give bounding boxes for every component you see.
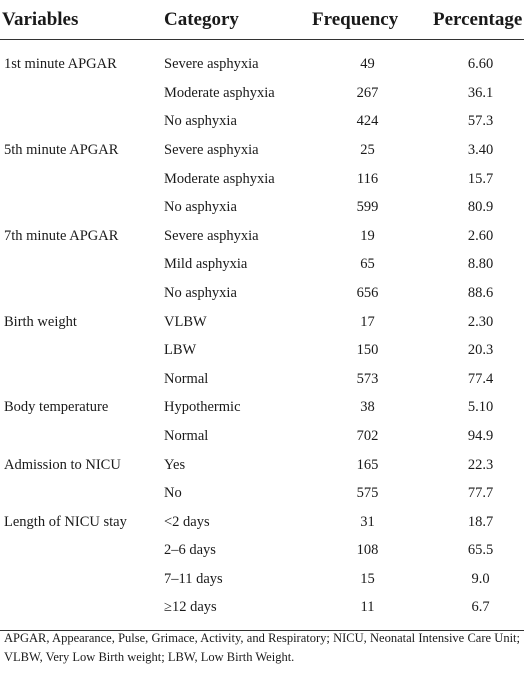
header-percentage: Percentage: [417, 0, 524, 40]
header-frequency: Frequency: [304, 0, 417, 40]
cell-percentage: 6.60: [467, 56, 494, 72]
cell-percentage: 36.1: [467, 84, 494, 101]
table-row: [0, 165, 524, 194]
cell-variable: [0, 79, 160, 108]
cell-category: Normal: [164, 370, 209, 387]
cell-variable: 5th minute APGAR: [4, 141, 119, 158]
cell-category: No asphyxia: [164, 284, 237, 301]
cell-percentage: 9.0: [471, 570, 490, 587]
table-footnote: APGAR, Appearance, Pulse, Grimace, Activity, and Respiratory; NICU, Neonatal Intensive Care Unit; VLBW, Very Low Birth weight; LBW, Low Birth Weight.: [4, 631, 520, 664]
cell-variable: [0, 365, 160, 394]
cell-variable: [0, 594, 160, 631]
cell-frequency: 65: [360, 256, 375, 273]
cell-category: Severe asphyxia: [164, 141, 259, 158]
cell-variable: [0, 537, 160, 566]
table-row: [0, 479, 524, 508]
cell-percentage: 57.3: [467, 113, 494, 130]
cell-percentage: 20.3: [467, 342, 494, 359]
cell-variable: [0, 422, 160, 451]
cell-variable: Length of NICU stay: [4, 513, 127, 530]
cell-category: Mild asphyxia: [164, 256, 248, 273]
cell-category: Yes: [164, 456, 186, 473]
cell-percentage: 65.5: [467, 542, 494, 559]
table-row: [0, 594, 524, 631]
cell-percentage: 88.6: [467, 284, 494, 301]
table-row: [0, 279, 524, 308]
cell-category: No: [164, 485, 182, 502]
header-variables: Variables: [0, 0, 160, 40]
cell-category: Hypothermic: [164, 399, 241, 416]
cell-percentage: 2.30: [467, 313, 494, 330]
cell-frequency: 15: [360, 570, 375, 587]
cell-category: No asphyxia: [164, 113, 237, 130]
cell-frequency: 702: [356, 427, 379, 444]
table-row: [0, 508, 524, 537]
cell-category: Moderate asphyxia: [164, 84, 275, 101]
table-row: [0, 565, 524, 594]
table-row: [0, 394, 524, 423]
table-row: [0, 537, 524, 566]
cell-percentage: 80.9: [467, 199, 494, 216]
cell-frequency: 424: [356, 113, 379, 130]
cell-frequency: 165: [356, 456, 379, 473]
cell-category: Severe asphyxia: [164, 227, 259, 244]
cell-percentage: 5.10: [467, 399, 494, 416]
cell-percentage: 8.80: [467, 256, 494, 273]
table-header-row: [0, 0, 524, 40]
cell-frequency: 17: [360, 313, 375, 330]
cell-variable: [0, 336, 160, 365]
table-row: [0, 336, 524, 365]
cell-category: Severe asphyxia: [164, 56, 259, 72]
cell-percentage: 94.9: [467, 427, 494, 444]
cell-variable: [0, 479, 160, 508]
cell-variable: Birth weight: [4, 313, 77, 330]
cell-variable: [0, 251, 160, 280]
table-row: [0, 422, 524, 451]
cell-percentage: 6.7: [417, 594, 524, 631]
cell-variable: [0, 279, 160, 308]
cell-frequency: 31: [360, 513, 375, 530]
cell-frequency: 573: [356, 370, 379, 387]
cell-percentage: 2.60: [467, 227, 494, 244]
cell-category: <2 days: [164, 513, 210, 530]
cell-variable: Admission to NICU: [4, 456, 121, 473]
cell-frequency: 599: [356, 199, 379, 216]
cell-variable: [0, 165, 160, 194]
cell-category: 7–11 days: [164, 570, 223, 587]
cell-percentage: 18.7: [467, 513, 494, 530]
cell-category: VLBW: [164, 313, 207, 330]
cell-frequency: 19: [360, 227, 375, 244]
cell-category: ≥12 days: [160, 594, 304, 631]
cell-frequency: 575: [356, 485, 379, 502]
table-row: [0, 308, 524, 337]
table-row: [0, 193, 524, 222]
cell-category: Moderate asphyxia: [164, 170, 275, 187]
cell-frequency: 108: [356, 542, 379, 559]
table-row: [0, 136, 524, 165]
cell-percentage: 3.40: [467, 141, 494, 158]
cell-frequency: 25: [360, 141, 375, 158]
cell-variable: 1st minute APGAR: [4, 56, 117, 72]
cell-category: 2–6 days: [164, 542, 216, 559]
cell-variable: Body temperature: [4, 399, 109, 416]
table-row: [0, 251, 524, 280]
table-row: [0, 79, 524, 108]
cell-percentage: 77.7: [467, 485, 494, 502]
cell-variable: [0, 565, 160, 594]
table-row: [0, 222, 524, 251]
cell-frequency: 49: [360, 56, 375, 72]
cell-category: LBW: [164, 342, 197, 359]
cell-variable: [0, 193, 160, 222]
table-row: [0, 108, 524, 137]
header-category: Category: [160, 0, 304, 40]
table-row: [0, 451, 524, 480]
cell-frequency: 656: [356, 284, 379, 301]
cell-percentage: 15.7: [467, 170, 494, 187]
cell-frequency: 38: [360, 399, 375, 416]
cell-variable: 7th minute APGAR: [4, 227, 119, 244]
cell-variable: [0, 108, 160, 137]
cell-percentage: 77.4: [467, 370, 494, 387]
cell-category: Normal: [164, 427, 209, 444]
cell-frequency: 267: [356, 84, 379, 101]
cell-frequency: 150: [356, 342, 379, 359]
cell-category: No asphyxia: [164, 199, 237, 216]
table-row: [0, 40, 524, 80]
cell-percentage: 22.3: [467, 456, 494, 473]
cell-frequency: 116: [356, 170, 379, 187]
table-body: [0, 40, 524, 631]
table-row: [0, 365, 524, 394]
cell-frequency: 11: [304, 594, 417, 631]
